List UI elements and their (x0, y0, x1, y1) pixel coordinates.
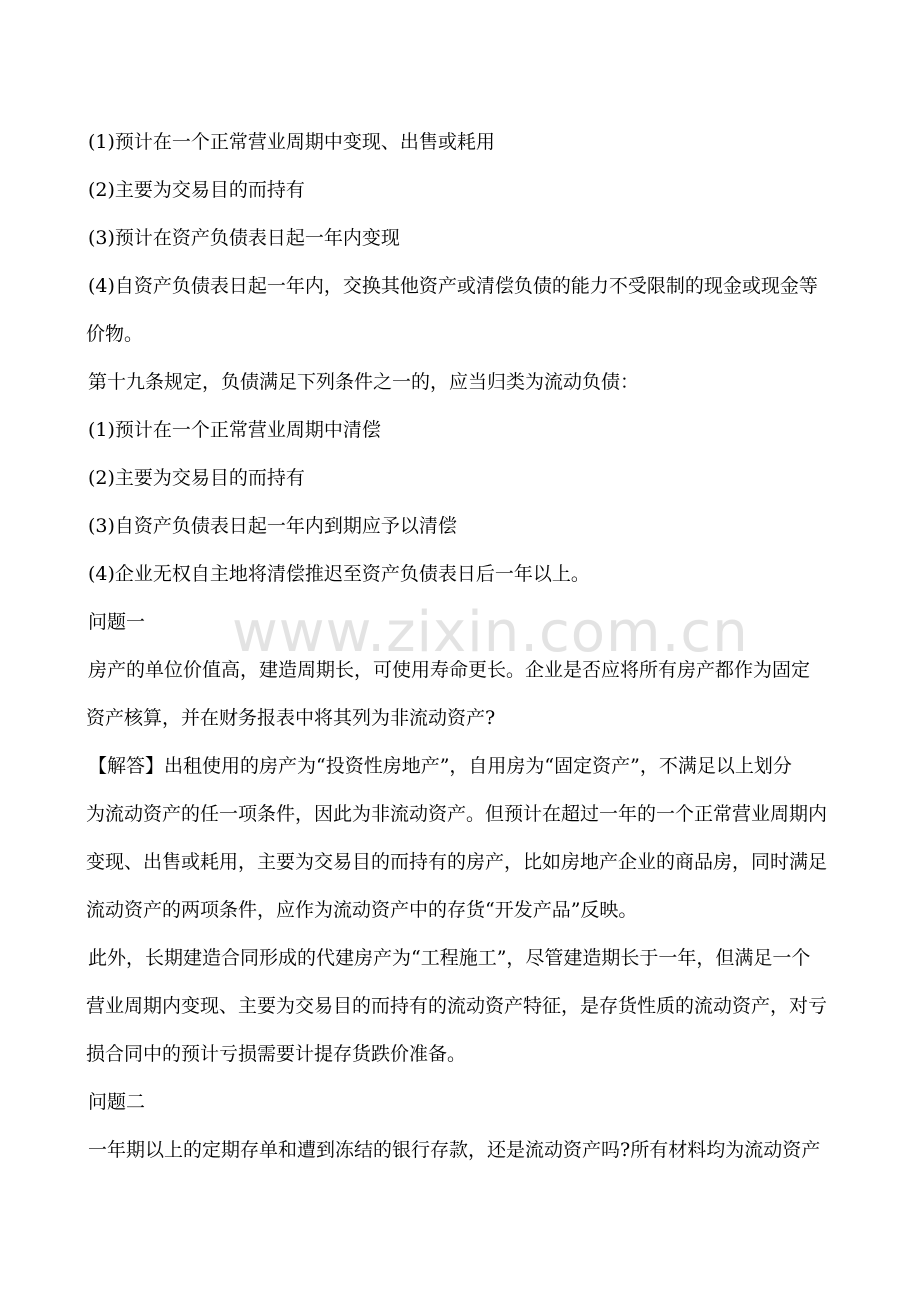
section-heading: 问题二 (88, 1091, 146, 1113)
text-line: (3)预计在资产负债表日起一年内变现 (88, 227, 400, 249)
text-line: 变现、出售或耗用，主要为交易目的而持有的房产，比如房地产企业的商品房，同时满足 (86, 851, 828, 873)
text-line: 营业周期内变现、主要为交易目的而持有的流动资产特征，是存货性质的流动资产，对亏 (86, 995, 828, 1017)
text-line: (4)自资产负债表日起一年内，交换其他资产或清偿负债的能力不受限制的现金或现金等 (88, 275, 818, 297)
text-line: 损合同中的预计亏损需要计提存货跌价准备。 (86, 1043, 467, 1065)
section-heading: 问题一 (88, 611, 146, 633)
document-body (88, 118, 858, 1174)
text-line: 房产的单位价值高，建造周期长，可使用寿命更长。企业是否应将所有房产都作为固定 (88, 659, 811, 681)
text-line: (1)预计在一个正常营业周期中清偿 (88, 419, 381, 441)
watermark: www.zixin.com.cn (232, 600, 749, 665)
text-line: (1)预计在一个正常营业周期中变现、出售或耗用 (88, 131, 495, 153)
text-line: 一年期以上的定期存单和遭到冻结的银行存款，还是流动资产吗?所有材料均为流动资产 (88, 1139, 821, 1161)
text-line: 资产核算，并在财务报表中将其列为非流动资产? (86, 707, 496, 729)
text-line: (2)主要为交易目的而持有 (88, 467, 305, 489)
text-line: (3)自资产负债表日起一年内到期应予以清偿 (88, 515, 457, 537)
text-line: 为流动资产的任一项条件，因此为非流动资产。但预计在超过一年的一个正常营业周期内 (86, 803, 828, 825)
text-line: 此外，长期建造合同形成的代建房产为“工程施工”，尽管建造期长于一年，但满足一个 (88, 947, 811, 969)
text-line: 流动资产的两项条件，应作为流动资产中的存货“开发产品”反映。 (86, 899, 638, 921)
text-line: 价物。 (86, 323, 144, 345)
text-line: (4)企业无权自主地将清偿推迟至资产负债表日后一年以上。 (88, 563, 590, 585)
text-line: 第十九条规定，负债满足下列条件之一的，应当归类为流动负债： (88, 371, 640, 393)
text-line: (2)主要为交易目的而持有 (88, 179, 305, 201)
text-line: 【解答】出租使用的房产为“投资性房地产”，自用房为“固定资产”，不满足以上划分 (88, 755, 792, 777)
